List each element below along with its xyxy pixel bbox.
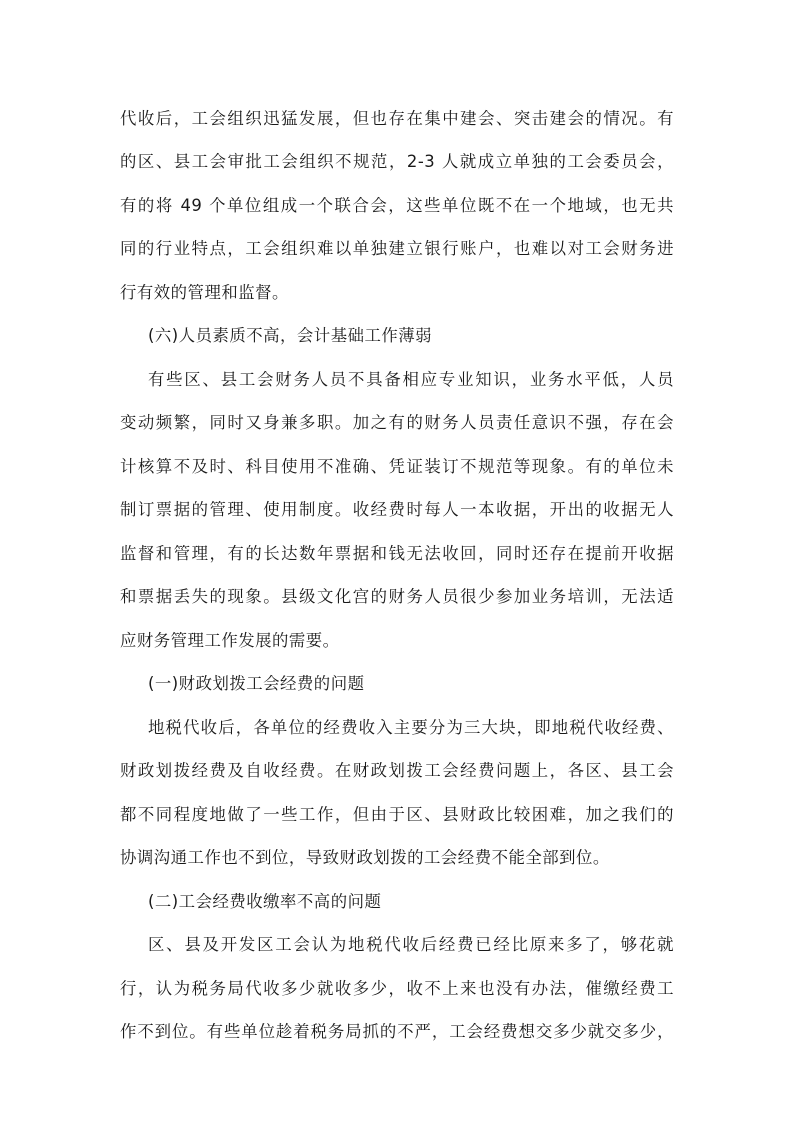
section-heading: (六)人员素质不高，会计基础工作薄弱 — [148, 326, 433, 345]
text-line: 代收后，工会组织迅猛发展，但也存在集中建会、突击建会的情况。有 — [120, 109, 674, 128]
text-line: 变动频繁，同时又身兼多职。加之有的财务人员责任意识不强，存在会 — [120, 413, 674, 432]
text-line: 行，认为税务局代收多少就收多少，收不上来也没有办法，催缴经费工 — [120, 979, 674, 998]
text-line: 应财务管理工作发展的需要。 — [120, 631, 340, 650]
text-line: 财政划拨经费及自收经费。在财政划拨工会经费问题上，各区、县工会 — [120, 761, 674, 780]
text-line: 作不到位。有些单位趁着税务局抓的不严，工会经费想交多少就交多少， — [120, 1022, 674, 1041]
text-line: 协调沟通工作也不到位，导致财政划拨的工会经费不能全部到位。 — [120, 848, 610, 867]
text-line: 计核算不及时、科目使用不准确、凭证装订不规范等现象。有的单位未 — [120, 457, 674, 476]
section-heading: (二)工会经费收缴率不高的问题 — [148, 892, 382, 911]
text-line: 行有效的管理和监督。 — [120, 283, 289, 302]
text-line: 有些区、县工会财务人员不具备相应专业知识，业务水平低，人员 — [148, 370, 674, 389]
text-line: 都不同程度地做了一些工作，但由于区、县财政比较困难，加之我们的 — [120, 805, 674, 824]
text-line: 制订票据的管理、使用制度。收经费时每人一本收据，开出的收据无人 — [120, 500, 674, 519]
section-heading: (一)财政划拨工会经费的问题 — [148, 674, 365, 693]
text-line: 区、县及开发区工会认为地税代收后经费已经比原来多了，够花就 — [148, 935, 674, 954]
text-line: 同的行业特点，工会组织难以单独建立银行账户，也难以对工会财务进 — [120, 239, 674, 258]
text-line: 监督和管理，有的长达数年票据和钱无法收回，同时还存在提前开收据 — [120, 544, 674, 563]
text-line: 和票据丢失的现象。县级文化宫的财务人员很少参加业务培训，无法适 — [120, 587, 674, 606]
text-line: 地税代收后，各单位的经费收入主要分为三大块，即地税代收经费、 — [148, 718, 674, 737]
text-line: 有的将 49 个单位组成一个联合会，这些单位既不在一个地域，也无共 — [120, 196, 674, 215]
text-line: 的区、县工会审批工会组织不规范，2-3 人就成立单独的工会委员会， — [120, 152, 674, 171]
